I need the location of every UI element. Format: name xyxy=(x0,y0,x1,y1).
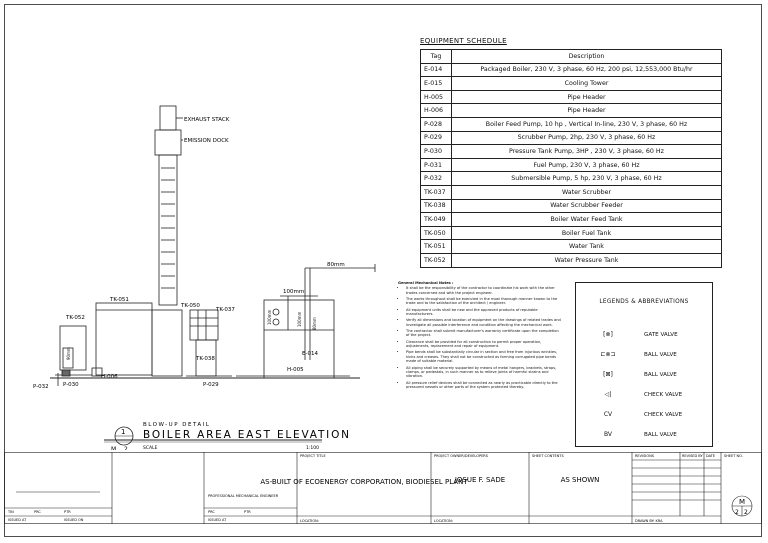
schedule-row xyxy=(421,172,722,186)
scale-label: SCALE xyxy=(143,446,158,450)
equipment-schedule xyxy=(420,37,722,268)
project-title: AS-BUILT OF ECOENERGY CORPORATION, BIODIESEL PLANT xyxy=(260,478,468,486)
revised-by-label: REVISED BY xyxy=(682,454,703,458)
detail-sheet-num: 2 xyxy=(124,446,128,450)
location-label: LOCATION: xyxy=(300,519,319,523)
equipment-description: Fuel Pump, 230 V, 3 phase, 60 Hz xyxy=(452,158,722,172)
issued-at-label-2: ISSUED AT xyxy=(208,518,227,522)
note-item: • It shall be the responsibility of the contractor to coordinate his work with the other trades concerned and with the project engineer. xyxy=(406,286,563,295)
valve-symbol-icon: ⊏⊗⊐ xyxy=(600,351,616,358)
general-notes xyxy=(398,281,563,391)
project-owner: JOSUE F. SADE xyxy=(454,476,506,484)
dim-100mm-c: 100mm xyxy=(297,311,302,327)
legend-row xyxy=(576,387,712,403)
legend-box xyxy=(575,282,713,447)
equipment-description: Packaged Boiler, 230 V, 3 phase, 60 Hz, 200 psi, 12,553,000 Btu/hr xyxy=(452,63,722,77)
drawn-by: DRAWN BY: KRA xyxy=(635,519,663,523)
tk051-tank xyxy=(96,303,152,375)
schedule-row xyxy=(421,117,722,131)
prc-label: PRC xyxy=(34,510,41,514)
equipment-tag: TK-038 xyxy=(421,199,452,213)
scale-value: 1:100 xyxy=(306,446,319,450)
exhaust-stack xyxy=(155,106,183,305)
tin-label: TIN xyxy=(8,510,14,514)
sheet-letter: M xyxy=(739,498,746,506)
tk038-label: TK-038 xyxy=(196,356,215,362)
schedule-row xyxy=(421,240,722,254)
valve-symbol-icon: [⊗] xyxy=(603,331,613,338)
equipment-description: Boiler Fuel Tank xyxy=(452,226,722,240)
schedule-row xyxy=(421,77,722,91)
equipment-tag: P-032 xyxy=(421,172,452,186)
equipment-tag: H-006 xyxy=(421,104,452,118)
note-item: • Verify all dimensions and location of equipment on the drawings of related trades and investigate all possible interference and condition affecting the mechanical work. xyxy=(406,318,563,327)
schedule-row xyxy=(421,158,722,172)
tag-header: Tag xyxy=(421,50,452,64)
tk052-label: TK-052 xyxy=(66,315,85,321)
legend-row xyxy=(576,407,712,423)
dim-90mm: 90mm xyxy=(66,347,71,360)
legend-label: CHECK VALVE xyxy=(644,392,683,398)
schedule-row xyxy=(421,131,722,145)
note-item: • The contractor shall submit manufacturer's warranty certificate upon the completion of the project. xyxy=(406,329,563,338)
project-title-label: PROJECT TITLE xyxy=(300,454,326,458)
dim-100mm-b: 100mm xyxy=(267,309,272,325)
schedule-row xyxy=(421,90,722,104)
equipment-description: Submersible Pump, 5 hp, 230 V, 3 phase, 60 Hz xyxy=(452,172,722,186)
equipment-description: Water Pressure Tank xyxy=(452,253,722,267)
equipment-tag: TK-051 xyxy=(421,240,452,254)
prc-label-2: PRC xyxy=(208,510,215,514)
equipment-description: Water Tank xyxy=(452,240,722,254)
sheet-contents-label: SHEET CONTENTS xyxy=(532,454,564,458)
description-header: Description xyxy=(452,50,722,64)
p032-label: P-032 xyxy=(33,384,49,390)
note-item: • The works throughout shall be executed in the most thorough manner known to the trade and to the satisfaction of the architect / engineer. xyxy=(406,297,563,306)
sheet-contents: AS SHOWN xyxy=(560,476,600,484)
equipment-tag: P-031 xyxy=(421,158,452,172)
detail-subtitle: BLOW-UP DETAIL xyxy=(143,422,211,428)
legend-row xyxy=(576,347,712,363)
dim-80mm-top: 80mm xyxy=(327,262,345,268)
note-item: • All equipment units shall be new and the approved products of reputable manufacturers. xyxy=(406,308,563,317)
equipment-description: Boiler Feed Pump, 10 hp , Vertical In-line, 230 V, 3 phase, 60 Hz xyxy=(452,117,722,131)
equipment-tag: TK-050 xyxy=(421,226,452,240)
equipment-tag: TK-037 xyxy=(421,185,452,199)
legend-title: LEGENDS & ABBREVIATIONS xyxy=(599,299,689,305)
note-item: • Clearance shall be provided for all construction to permit proper operation, adjustments, replacement and repair of equipment. xyxy=(406,340,563,349)
note-item: • All pressure relief devices shall be connected as nearly as practicable directly to the pressured vessels or other parts of the system protected thereby. xyxy=(406,381,563,390)
schedule-row xyxy=(421,199,722,213)
note-item: • Pipe bends shall be substantially circular in section and free from injurious wrinkles, kinks and creases. They shall not be constructed as forming corrugated pipe bends made of suitable material. xyxy=(406,350,563,363)
tk050-tank xyxy=(152,310,232,376)
tk050-label: TK-050 xyxy=(181,303,200,309)
schedule-header-row xyxy=(421,50,722,64)
sheet-title-block xyxy=(4,452,762,524)
exhaust-stack-label: EXHAUST STACK xyxy=(184,117,230,123)
sheet-number: 2 xyxy=(735,509,739,516)
tk037-label: TK-037 xyxy=(216,307,235,313)
detail-title: BOILER AREA EAST ELEVATION xyxy=(143,429,351,441)
note-item: • All piping shall be securely supported by means of metal hangers, brackets, straps, clamps, or pedestals, in such manner as to relieve joints of harmful strains and vibration. xyxy=(406,366,563,379)
legend-row xyxy=(576,367,712,383)
dim-80mm-b: 80mm xyxy=(312,317,317,330)
prof-engineer-label: PROFESSIONAL MECHANICAL ENGINEER xyxy=(208,494,279,498)
equipment-tag: P-029 xyxy=(421,131,452,145)
p029-label: P-029 xyxy=(203,382,219,388)
legend-label: GATE VALVE xyxy=(644,332,678,338)
valve-symbol-icon: BV xyxy=(603,431,613,438)
equipment-description: Water Scrubber xyxy=(452,185,722,199)
notes-list xyxy=(398,286,563,389)
legend-row xyxy=(576,427,712,443)
sheet-no-label: SHEET NO. xyxy=(724,454,743,458)
equipment-tag: P-028 xyxy=(421,117,452,131)
legend-label: BALL VALVE xyxy=(644,352,677,358)
equipment-description: Pipe Header xyxy=(452,104,722,118)
equipment-tag: H-005 xyxy=(421,90,452,104)
valve-symbol-icon: [⊠] xyxy=(603,371,613,378)
ptr-label: PTR xyxy=(64,510,71,514)
notes-title: General Mechanical Notes : xyxy=(398,281,454,285)
schedule-row xyxy=(421,185,722,199)
equipment-description: Pressure Tank Pump, 3HP , 230 V, 3 phase, 60 Hz xyxy=(452,145,722,159)
location-small: LOCATION: xyxy=(434,519,453,523)
h005-label: H-005 xyxy=(287,367,304,373)
equipment-description: Boiler Water Feed Tank xyxy=(452,213,722,227)
schedule-row xyxy=(421,253,722,267)
tk052-tank xyxy=(55,326,92,386)
tk051-label: TK-051 xyxy=(110,297,129,303)
equipment-tag: E-015 xyxy=(421,77,452,91)
schedule-table xyxy=(420,49,722,268)
detail-sheet: M xyxy=(111,446,117,450)
e014-boiler xyxy=(236,264,375,378)
equipment-tag: E-014 xyxy=(421,63,452,77)
legend-label: CHECK VALVE xyxy=(644,412,683,418)
sheet-total: 2 xyxy=(744,509,748,516)
project-owner-label: PROJECT OWNER/DEVELOPERS xyxy=(434,454,488,458)
dim-100mm-a: 100mm xyxy=(283,289,305,295)
equipment-description: Water Scrubber Feeder xyxy=(452,199,722,213)
schedule-row xyxy=(421,213,722,227)
equipment-tag: TK-049 xyxy=(421,213,452,227)
schedule-row xyxy=(421,226,722,240)
revisions-label: REVISIONS xyxy=(635,454,654,458)
legend-label: BALL VALVE xyxy=(644,372,677,378)
schedule-row xyxy=(421,145,722,159)
equipment-description: Cooling Tower xyxy=(452,77,722,91)
h006-label: H-006 xyxy=(101,374,118,380)
equipment-description: Pipe Header xyxy=(452,90,722,104)
p030-label: P-030 xyxy=(63,382,79,388)
equipment-tag: P-030 xyxy=(421,145,452,159)
schedule-row xyxy=(421,63,722,77)
valve-symbol-icon: ◁| xyxy=(604,391,612,398)
boiler-elevation-drawing xyxy=(0,0,400,450)
legend-label: BALL VALVE xyxy=(644,432,677,438)
date-label: DATE xyxy=(706,454,716,458)
e014-label: E-014 xyxy=(302,351,318,357)
issued-on-label: ISSUED ON xyxy=(64,518,84,522)
schedule-row xyxy=(421,104,722,118)
issued-at-label: ISSUED AT xyxy=(8,518,27,522)
equipment-tag: TK-052 xyxy=(421,253,452,267)
detail-number: 1 xyxy=(121,428,126,436)
drawing-title-block xyxy=(104,422,351,450)
ptr-label-2: PTR xyxy=(244,510,251,514)
schedule-title: EQUIPMENT SCHEDULE xyxy=(420,37,507,45)
legend-row xyxy=(576,327,712,343)
equipment-description: Scrubber Pump, 2hp, 230 V, 3 phase, 60 Hz xyxy=(452,131,722,145)
valve-symbol-icon: CV xyxy=(603,411,613,418)
emission-dock-label: EMISSION DOCK xyxy=(184,138,229,144)
